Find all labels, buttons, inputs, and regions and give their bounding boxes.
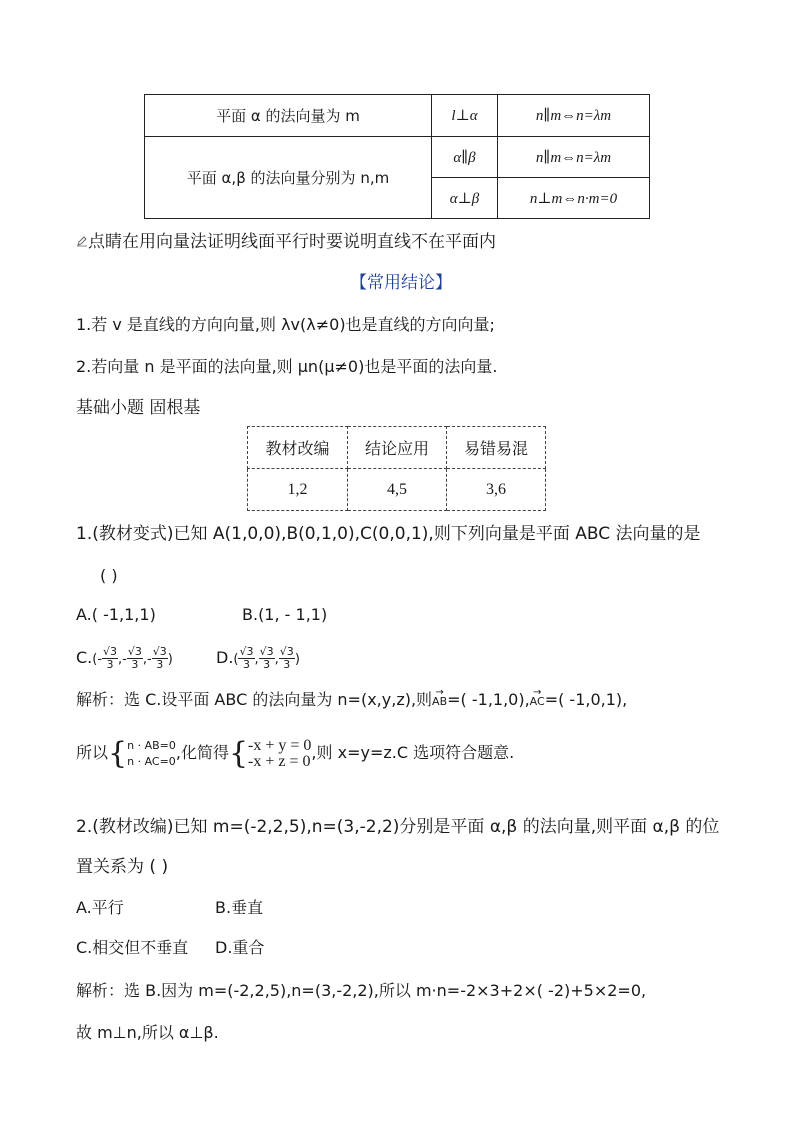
q2-option-c: C.相交但不垂直 <box>76 938 189 957</box>
simplify-text: ,化简得 <box>175 743 229 762</box>
option-c-label: C. <box>76 648 93 667</box>
category-table <box>247 426 546 511</box>
q1-solution-line1 <box>76 690 627 712</box>
value-conclusion: 4,5 <box>348 469 447 511</box>
cell-parallel-relation-1: n∥m⇔n=λm <box>498 95 650 137</box>
cell-parallel-relation-2: n∥m⇔n=λm <box>498 137 650 178</box>
frac-d2: $\frac{√3}{3}$ <box>259 645 274 671</box>
brace-2: { <box>228 735 249 771</box>
vector-ac: → AC <box>530 692 545 712</box>
conclusion-text: ,则 x=y=z.C 选项符合题意. <box>311 743 515 762</box>
relation-table <box>144 94 650 219</box>
pencil-icon <box>76 234 88 246</box>
header-textbook: 教材改编 <box>248 427 348 469</box>
vector-ab-value: =( -1,1,0), <box>447 690 530 709</box>
header-conclusion: 结论应用 <box>348 427 447 469</box>
so-text: 所以 <box>76 743 109 762</box>
q2-option-a: A.平行 <box>76 898 124 917</box>
q1-option-b: B.(1, - 1,1) <box>242 605 328 624</box>
frac-c2: $\frac{√3}{3}$ <box>127 645 142 671</box>
brace-1: { <box>108 735 128 771</box>
frac-c3: $\frac{√3}{3}$ <box>152 645 167 671</box>
vector-ab: → AB <box>432 692 447 712</box>
value-textbook: 1,2 <box>248 469 348 511</box>
note-text: 点睛在用向量法证明线面平行时要说明直线不在平面内 <box>88 232 496 252</box>
q2-stem-2: 置关系为 ( ) <box>76 857 169 877</box>
section-title: 基础小题 固根基 <box>76 398 201 418</box>
condition-system: n · AB=0 n · AC=0 <box>127 738 176 768</box>
cell-normals-alpha-beta: 平面 α,β 的法向量分别为 n,m <box>145 137 432 219</box>
q1-answer-paren: ( ) <box>100 566 118 585</box>
q2-option-b: B.垂直 <box>215 898 264 917</box>
q2-solution-line2: 故 m⊥n,所以 α⊥β. <box>76 1023 219 1042</box>
conclusion-2: 2.若向量 n 是平面的法向量,则 μn(μ≠0)也是平面的法向量. <box>76 357 498 376</box>
cell-alpha-parallel-beta: α∥β <box>432 137 498 178</box>
equation-system: -x + y = 0 -x + z = 0 <box>248 736 312 770</box>
cell-perp-relation: n⊥m⇔n·m=0 <box>498 178 650 219</box>
q1-stem: 1.(教材变式)已知 A(1,0,0),B(0,1,0),C(0,0,1),则下列向量是平面 ABC 法向量的是 <box>76 524 701 544</box>
q1-solution-line2 <box>76 733 514 783</box>
q2-stem-1: 2.(教材改编)已知 m=(-2,2,5),n=(3,-2,2)分别是平面 α,β 的法向量,则平面 α,β 的位 <box>76 817 720 837</box>
header-error-prone: 易错易混 <box>447 427 546 469</box>
frac-c1: $\frac{√3}{3}$ <box>103 645 118 671</box>
q1-option-c: C.(- $\frac{√3}{3}$ ,- $\frac{√3}{3}$ ,- $\frac{√3}{3}$ ) <box>76 645 173 671</box>
value-error-prone: 3,6 <box>447 469 546 511</box>
cell-l-perp-alpha: l⊥α <box>432 95 498 137</box>
q2-solution-line1: 解析：选 B.因为 m=(-2,2,5),n=(3,-2,2),所以 m·n=-2×3+2×( -2)+5×2=0, <box>76 981 647 1000</box>
note-line <box>76 232 496 252</box>
frac-d3: $\frac{√3}{3}$ <box>279 645 294 671</box>
frac-d1: $\frac{√3}{3}$ <box>239 645 254 671</box>
option-d-label: D. <box>216 648 234 667</box>
cell-normal-alpha: 平面 α 的法向量为 m <box>145 95 432 137</box>
q2-option-d: D.重合 <box>215 938 265 957</box>
q1-option-d: D.( $\frac{√3}{3}$ , $\frac{√3}{3}$ , $\frac{√3}{3}$ ) <box>216 645 300 671</box>
vector-ac-value: =( -1,0,1), <box>544 690 628 709</box>
q1-solution-text: 解析：选 C.设平面 ABC 的法向量为 n=(x,y,z),则 <box>76 690 433 709</box>
q1-option-a: A.( -1,1,1) <box>76 605 156 624</box>
conclusion-1: 1.若 v 是直线的方向向量,则 λv(λ≠0)也是直线的方向向量; <box>76 315 495 334</box>
conclusions-heading: 【常用结论】 <box>350 273 452 293</box>
cell-alpha-perp-beta: α⊥β <box>432 178 498 219</box>
